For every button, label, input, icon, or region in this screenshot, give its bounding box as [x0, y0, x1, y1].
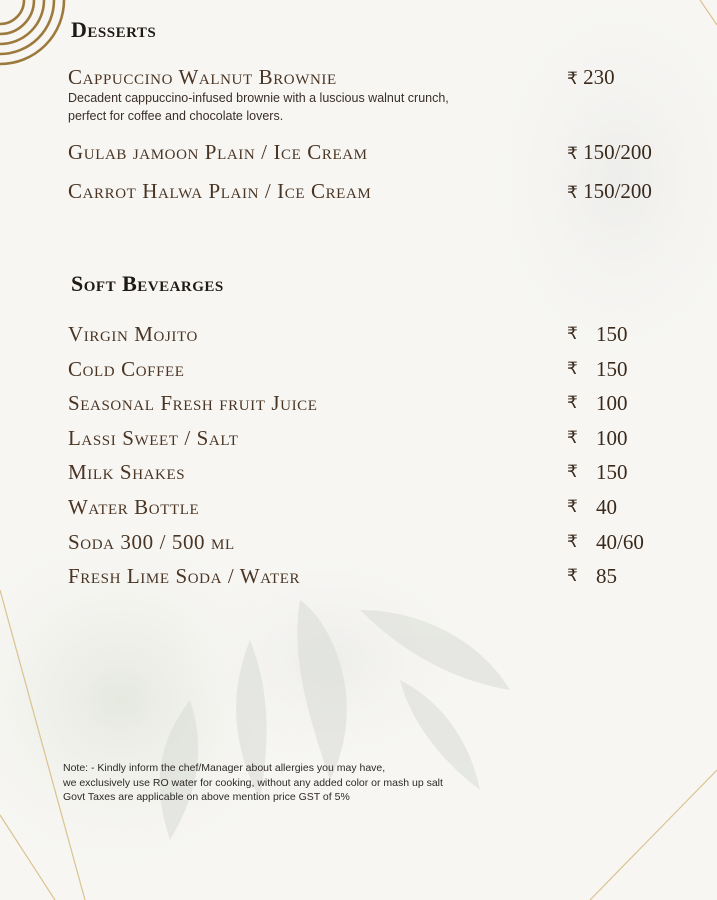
price-value: 150/200	[583, 179, 652, 203]
section-title-desserts: Desserts	[71, 17, 157, 42]
menu-item-name: Lassi Sweet / Salt	[68, 426, 239, 450]
price-value: 150	[596, 322, 628, 346]
price-value: 85	[596, 564, 617, 588]
price-value: 100	[596, 391, 628, 415]
currency-symbol: ₹	[567, 359, 578, 379]
menu-item-name: Seasonal Fresh fruit Juice	[68, 391, 318, 415]
menu-item-name: Carrot Halwa Plain / Ice Cream	[68, 179, 372, 203]
note-line: Note: - Kindly inform the chef/Manager about allergies you may have,	[63, 762, 386, 774]
menu-item-name: Cold Coffee	[68, 357, 185, 381]
price-value: 230	[583, 65, 615, 89]
section-title-beverages: Soft Bevearges	[71, 271, 224, 296]
price-value: 150/200	[583, 140, 652, 164]
menu-item-description	[68, 89, 538, 125]
price-value: 100	[596, 426, 628, 450]
gold-ornament-icon	[0, 0, 64, 64]
price-value: 150	[596, 460, 628, 484]
menu-item-price	[567, 179, 652, 204]
menu-item-price	[567, 140, 652, 165]
currency-symbol: ₹	[567, 183, 578, 203]
price-value: 40/60	[596, 530, 644, 554]
price-value: 40	[596, 495, 617, 519]
currency-symbol: ₹	[567, 566, 578, 586]
currency-symbol: ₹	[567, 393, 578, 413]
currency-symbol: ₹	[567, 69, 578, 89]
note-line: Govt Taxes are applicable on above mention price GST of 5%	[63, 791, 350, 803]
menu-item-name: Cappuccino Walnut Brownie	[68, 65, 337, 89]
currency-symbol: ₹	[567, 144, 578, 164]
menu-item-name: Water Bottle	[68, 495, 200, 519]
description-line: Decadent cappuccino-infused brownie with a luscious walnut crunch,	[68, 91, 449, 105]
menu-item-name: Virgin Mojito	[68, 322, 198, 346]
menu-item-name: Gulab jamoon Plain / Ice Cream	[68, 140, 368, 164]
menu-item-name: Milk Shakes	[68, 460, 186, 484]
currency-symbol: ₹	[567, 324, 578, 344]
price-value: 150	[596, 357, 628, 381]
menu-item-name: Fresh Lime Soda / Water	[68, 564, 301, 588]
menu-item-price	[567, 65, 615, 90]
currency-symbol: ₹	[567, 428, 578, 448]
menu-item-name: Soda 300 / 500 ml	[68, 530, 235, 554]
currency-symbol: ₹	[567, 462, 578, 482]
note-line: we exclusively use RO water for cooking, without any added color or mash up salt	[63, 776, 443, 789]
allergy-note	[63, 761, 443, 805]
currency-symbol: ₹	[567, 497, 578, 517]
description-line: perfect for coffee and chocolate lovers.	[68, 109, 284, 123]
currency-symbol: ₹	[567, 532, 578, 552]
